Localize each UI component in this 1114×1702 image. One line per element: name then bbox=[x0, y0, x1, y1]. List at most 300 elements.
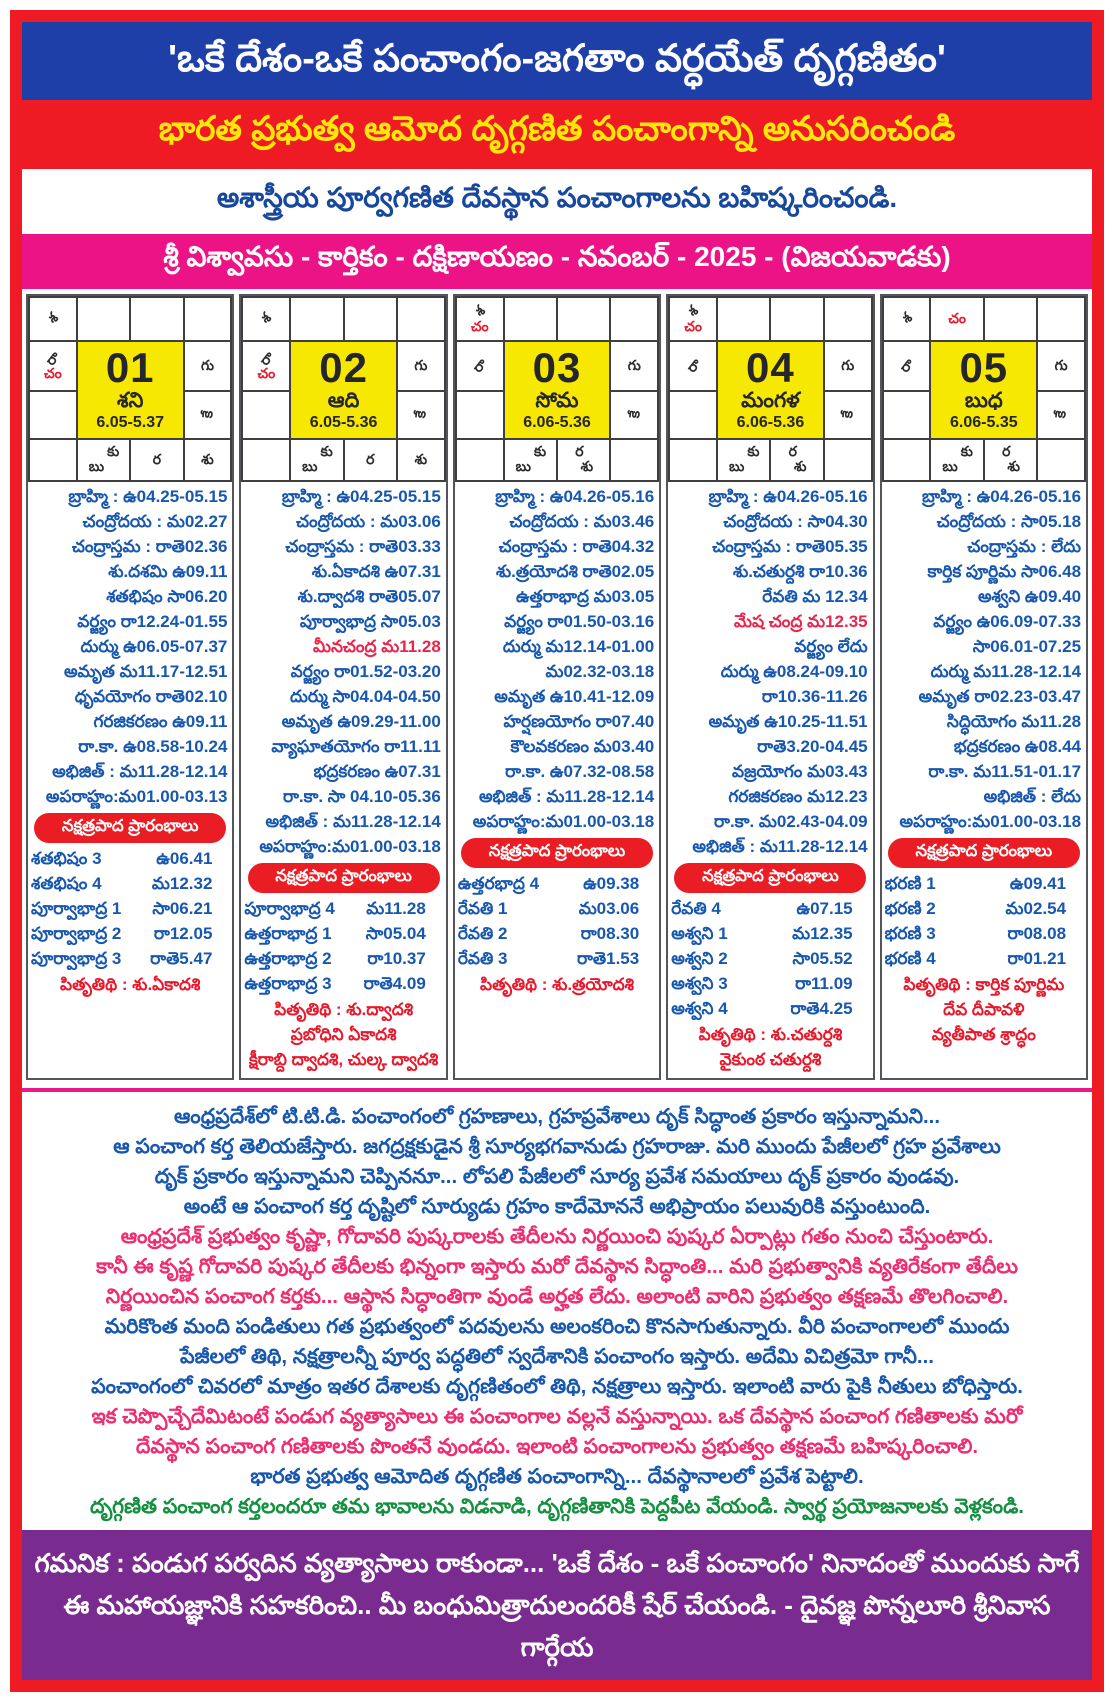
panchang-entry: ఉత్తరాభాద్ర మ03.05 bbox=[516, 586, 655, 606]
planet-letter: రా bbox=[255, 348, 277, 369]
nakshatra-name: ఉత్తరాభాద్ర 1 bbox=[244, 923, 332, 943]
nakshatra-time: రాతె5.47 bbox=[150, 948, 213, 968]
grid-cell bbox=[931, 298, 982, 340]
day-column bbox=[26, 294, 234, 1080]
planet-letter: కే bbox=[625, 410, 643, 420]
panchang-entry: కౌలవకరణం మ03.40 bbox=[510, 736, 655, 756]
nakshatra-row bbox=[885, 871, 1080, 896]
notice-paragraphs bbox=[22, 1088, 1092, 1530]
pitru-tithi-line: క్షీరాబ్ది ద్వాదశి, చుల్క ద్వాదశి bbox=[248, 1049, 439, 1069]
nakshatra-name: శతభిషం 4 bbox=[31, 873, 102, 893]
notice-line: నిర్ణయించిన పంచాంగ కర్తకు... ఆస్థాన సిద్ధాంతిగా వుండే అర్హత లేదు. అలాంటి వారిని ప్రభుత్వం తక్షణమే తొలగించాలి. bbox=[105, 1284, 1009, 1308]
grid-cell bbox=[718, 440, 769, 480]
notice-line: పేజీలలో తిథి, నక్షత్రాలన్నీ పూర్వ పద్ధతిలో స్వదేశానికి పంచాంగం ఇస్తారు. అదేమి విచిత్రమో గానీ... bbox=[180, 1344, 934, 1368]
grid-cell bbox=[1038, 440, 1084, 480]
planet-letter: చం bbox=[44, 364, 62, 381]
day-column bbox=[453, 294, 661, 1080]
grid-cell bbox=[131, 298, 182, 340]
day-column bbox=[239, 294, 447, 1080]
grid-cell bbox=[771, 298, 822, 340]
grid-cell bbox=[611, 392, 657, 438]
nakshatra-time: మ11.28 bbox=[366, 898, 426, 918]
planet-pair bbox=[728, 443, 760, 475]
nakshatra-time: మ12.32 bbox=[151, 873, 213, 893]
notice-line: అంటే ఆ పంచాంగ కర్త దృష్టిలో సూర్యుడు గ్రహం కాదేమోననే అభిప్రాయం పలువురికి వస్తుంటుంది. bbox=[183, 1194, 931, 1218]
planet-letter: చం bbox=[257, 364, 276, 381]
panchang-entry: శతభిషం సా06.20 bbox=[106, 586, 228, 606]
nakshatra-rows bbox=[882, 870, 1086, 971]
pitru-tithi-line: ప్రబోధిని ఏకాదశి bbox=[290, 1024, 397, 1044]
grid-cell bbox=[457, 440, 503, 480]
nakshatra-name: రేవతి 4 bbox=[671, 898, 721, 918]
nakshatra-name: రేవతి 3 bbox=[457, 948, 508, 968]
nakshatra-time: ఉ06.41 bbox=[156, 848, 213, 868]
day-column bbox=[666, 294, 874, 1080]
nakshatra-row bbox=[671, 971, 866, 996]
panchang-entry: రా.కా. మ02.43-04.09 bbox=[714, 811, 868, 831]
nakshatra-row bbox=[244, 921, 439, 946]
planet-letter: బు bbox=[728, 458, 745, 475]
nakshatra-time: రా11.09 bbox=[795, 973, 853, 993]
panchang-entry: వర్జ్యం లేదు bbox=[794, 636, 868, 656]
grid-cell bbox=[985, 298, 1036, 340]
nakshatra-pada-header: నక్షత్రపాద ప్రారంభాలు bbox=[248, 863, 440, 893]
nakshatra-name: పూర్వాభాద్ర 4 bbox=[244, 898, 335, 918]
panchang-entry: రా.కా. మ11.51-01.17 bbox=[928, 761, 1082, 781]
notice-line: మరికొంత మంది పండితులు గత ప్రభుత్వంలో పదవులను అలంకరించి కొనసాగుతున్నారు. వీరి పంచాంగాలలో ముందు bbox=[104, 1314, 1010, 1338]
notice-line: భారత ప్రభుత్వ ఆమోదిత దృగ్గణిత పంచాంగాన్ని... దేవస్థానాలలో ప్రవేశ పెట్టాలి. bbox=[250, 1464, 864, 1488]
grid-cell bbox=[457, 342, 503, 390]
panchang-entry: దుర్ము మ12.14-01.00 bbox=[502, 636, 655, 656]
nakshatra-name: భరణి 2 bbox=[884, 898, 936, 918]
panchang-entry: కార్తిక పూర్ణిమ సా06.48 bbox=[927, 561, 1082, 581]
grid-cell bbox=[670, 440, 716, 480]
day-badge bbox=[931, 342, 1036, 438]
nakshatra-row bbox=[885, 921, 1080, 946]
panchang-entry: దుర్ము సా04.04-04.50 bbox=[289, 686, 441, 706]
panchang-entry: శు.త్రయోదశి రాతె02.05 bbox=[495, 561, 655, 581]
planet-letter: కు bbox=[320, 443, 333, 460]
grid-cell bbox=[670, 392, 716, 438]
grid-cell bbox=[931, 440, 982, 480]
panchang-entry: రా.కా. ఉ07.32-08.58 bbox=[505, 761, 655, 781]
planet-letter: గు bbox=[414, 357, 428, 374]
grid-cell bbox=[611, 298, 657, 340]
boycott-banner: అశాస్త్రీయ పూర్వగణిత దేవస్థాన పంచాంగాలను బహిష్కరించండి. bbox=[22, 169, 1092, 234]
pitru-tithi-line: వైకుంఠ చతుర్దశి bbox=[719, 1049, 822, 1069]
grid-cell bbox=[558, 298, 609, 340]
month-title: శ్రీ విశ్వావసు - కార్తికం - దక్షిణాయణం - నవంబర్ - 2025 - (విజయవాడకు) bbox=[22, 234, 1092, 289]
panchang-entry: దుర్ము మ11.28-12.14 bbox=[930, 661, 1082, 681]
panchang-entry: అమృత ఉ10.25-11.51 bbox=[708, 711, 868, 731]
nakshatra-time: రా01.21 bbox=[1007, 948, 1067, 968]
planet-letter: గు bbox=[627, 357, 641, 374]
grid-cell bbox=[185, 440, 231, 480]
planet-letter: కే bbox=[412, 410, 429, 420]
grid-cell bbox=[398, 298, 444, 340]
planet-letter: ర bbox=[575, 443, 584, 460]
notice-line: ఇక చెప్పొచ్చేదేమిటంటే పండుగ వ్యత్యాసాలు ఈ పంచాంగాల వల్లనే వస్తున్నాయి. ఒక దేవస్థాన పంచాంగ గణితాలకు మరో bbox=[91, 1404, 1023, 1428]
grid-cell bbox=[884, 392, 930, 438]
grid-cell bbox=[30, 392, 76, 438]
planet-letter: శ bbox=[897, 310, 915, 327]
day-number: 01 bbox=[105, 344, 155, 392]
planet-letter: బు bbox=[942, 458, 958, 475]
grid-cell bbox=[30, 298, 76, 340]
planet-pair bbox=[787, 443, 808, 475]
panchang-entry: బ్రాహ్మి : ఉ04.26-05.16 bbox=[495, 486, 655, 506]
nakshatra-name: శతభిషం 3 bbox=[31, 848, 102, 868]
panchang-entry: దుర్ము ఉ06.05-07.37 bbox=[80, 636, 228, 656]
panchang-entry: అమృత మ11.17-12.51 bbox=[63, 661, 228, 681]
pitru-tithi bbox=[28, 971, 232, 1003]
grid-cell bbox=[131, 440, 182, 480]
nakshatra-row bbox=[31, 946, 226, 971]
planet-pair bbox=[515, 443, 547, 475]
panchang-entry: వర్జ్యం రా01.50-03.16 bbox=[504, 611, 655, 631]
panchang-entry: చంద్రోదయ : సా04.30 bbox=[723, 511, 868, 531]
planet-grid bbox=[882, 296, 1086, 482]
pitru-tithi bbox=[882, 971, 1086, 1053]
panchang-entry: బ్రాహ్మి : ఉ04.25-05.15 bbox=[68, 486, 228, 506]
notice-line: కానీ ఈ కృష్ణ గోదావరి పుష్కర తేదీలకు భిన్నంగా ఇస్తారు మరో దేవస్థాన సిద్ధాంతి... మరి ప్రభుత్వానికి వ్యతిరేకంగా తేదీలు bbox=[96, 1254, 1018, 1278]
nakshatra-rows bbox=[28, 845, 232, 971]
panchang-entry: రా.కా. సా 04.10-05.36 bbox=[282, 786, 441, 806]
nakshatra-time: ఉ09.38 bbox=[583, 873, 640, 893]
planet-letter: ర bbox=[366, 451, 375, 468]
nakshatra-name: రేవతి 1 bbox=[457, 898, 508, 918]
nakshatra-name: ఉత్తరాభాద్ర 2 bbox=[244, 948, 332, 968]
nakshatra-time: సా06.21 bbox=[152, 898, 213, 918]
grid-cell bbox=[505, 440, 556, 480]
panchang-entries bbox=[28, 482, 232, 809]
nakshatra-name: అశ్వని 1 bbox=[671, 923, 728, 943]
planet-letter: కే bbox=[839, 410, 856, 420]
panchang-entry: చంద్రోదయ : సా05.18 bbox=[936, 511, 1082, 531]
notice-line: దేవస్థాన పంచాంగ గణితాలకు పొంతనే వుండదు. ఇలాంటి పంచాంగాలను ప్రభుత్వం తక్షణమే బహిష్కరించాలి. bbox=[135, 1434, 979, 1458]
pitru-tithi bbox=[668, 1021, 872, 1078]
grid-cell bbox=[78, 298, 129, 340]
planet-letter: శ bbox=[257, 310, 275, 327]
grid-cell bbox=[825, 342, 871, 390]
grid-cell bbox=[670, 342, 716, 390]
day-number: 03 bbox=[532, 344, 582, 392]
day-column bbox=[880, 294, 1088, 1080]
planet-letter: బు bbox=[302, 458, 318, 475]
panchang-entry: వర్జ్యం రా12.24-01.55 bbox=[77, 611, 228, 631]
panchang-entry: అపరాహ్ణం:మ01.00-03.18 bbox=[472, 811, 655, 831]
planet-letter: శ bbox=[43, 310, 62, 327]
notice-line: ఆంధ్రప్రదేశ్‌లో టి.టి.డి. పంచాంగంలో గ్రహణాలు, గ్రహప్రవేశాలు దృక్ సిద్ధాంత ప్రకారం ఇస్తున్నామని... bbox=[173, 1104, 941, 1128]
grid-cell bbox=[457, 298, 503, 340]
panchang-entry: భద్రకరణం ఉ07.31 bbox=[313, 761, 441, 781]
nakshatra-pada-header: నక్షత్రపాద ప్రారంభాలు bbox=[34, 813, 226, 843]
grid-cell bbox=[505, 298, 556, 340]
panchang-entry: చంద్రోదయ : మ03.06 bbox=[296, 511, 441, 531]
planet-letter: శు bbox=[580, 458, 594, 475]
grid-cell bbox=[185, 392, 231, 438]
planet-pair bbox=[302, 443, 333, 475]
planet-letter: బు bbox=[515, 458, 531, 475]
footer-line: గమనిక : పండుగ పర్వదిన వ్యత్యాసాలు రాకుండా... 'ఒకే దేశం - ఒకే పంచాంగం' నినాదంతో ముందుకు సాగే bbox=[34, 1547, 1080, 1578]
grid-cell bbox=[398, 440, 444, 480]
planet-letter: శు bbox=[1007, 458, 1020, 475]
slogan-banner: 'ఒకే దేశం-ఒకే పంచాంగం-జగతాం వర్ధయేత్ దృగ్గణితం' bbox=[22, 22, 1092, 100]
grid-cell bbox=[825, 298, 871, 340]
grid-cell bbox=[398, 392, 444, 438]
panchang-entry: శు.ద్వాదశి రాతె05.07 bbox=[297, 586, 441, 606]
panchang-entry: శు.చతుర్దశి రా10.36 bbox=[733, 561, 868, 581]
nakshatra-pada-header: నక్షత్రపాద ప్రారంభాలు bbox=[461, 838, 653, 868]
nakshatra-row bbox=[671, 946, 866, 971]
panchang-entry: శు.దశమి ఉ09.11 bbox=[108, 561, 228, 581]
nakshatra-name: భరణి 3 bbox=[884, 923, 936, 943]
planet-letter: రా bbox=[42, 348, 63, 369]
panchang-entry: చంద్రాస్తమ : రాతె04.32 bbox=[498, 536, 655, 556]
notice-line: ఆంధ్రప్రదేశ్ ప్రభుత్వం కృష్ణా, గోదావరి పుష్కరాలకు తేదీలను నిర్ణయించి పుష్కర ఏర్పాట్లు గతం నుంచి చేస్తుంటారు. bbox=[120, 1224, 994, 1248]
panchang-entry: దుర్ము ఉ08.24-09.10 bbox=[720, 661, 868, 681]
panchang-entries bbox=[882, 482, 1086, 834]
planet-letter: ర bbox=[152, 451, 162, 468]
planet-grid bbox=[668, 296, 872, 482]
panchang-entry: రా10.36-11.26 bbox=[761, 686, 868, 706]
nakshatra-name: ఉత్తరాభాద్ర 3 bbox=[244, 973, 332, 993]
panchang-entry: అభిజిత్ : మ11.28-12.14 bbox=[52, 761, 228, 781]
panchang-entries bbox=[455, 482, 659, 834]
nakshatra-rows bbox=[668, 895, 872, 1021]
grid-cell bbox=[30, 440, 76, 480]
nakshatra-time: రా12.05 bbox=[153, 923, 213, 943]
nakshatra-name: అశ్వని 4 bbox=[671, 998, 728, 1018]
panchang-entry: చంద్రాస్తమ : రాతె03.33 bbox=[285, 536, 441, 556]
pitru-tithi bbox=[241, 996, 445, 1078]
grid-cell bbox=[718, 298, 769, 340]
footer-note bbox=[22, 1530, 1092, 1680]
day-badge bbox=[291, 342, 396, 438]
nakshatra-row bbox=[244, 896, 439, 921]
grid-cell bbox=[243, 342, 289, 390]
nakshatra-rows bbox=[241, 895, 445, 996]
pitru-tithi-line: పితృతిథి : శు.చతుర్దశి bbox=[698, 1024, 843, 1044]
day-name: బుధ bbox=[964, 389, 1003, 413]
nakshatra-row bbox=[458, 946, 653, 971]
pitru-tithi-line: పితృతిథి : శు.త్రయోదశి bbox=[480, 974, 635, 994]
day-number: 05 bbox=[959, 344, 1009, 392]
panchang-entry: బ్రాహ్మి : ఉ04.26-05.16 bbox=[922, 486, 1082, 506]
panchang-entry: చంద్రోదయ : మ02.27 bbox=[82, 511, 228, 531]
nakshatra-time: సా05.52 bbox=[792, 948, 853, 968]
nakshatra-row bbox=[31, 846, 226, 871]
nakshatra-time: రాతె4.09 bbox=[363, 973, 426, 993]
nakshatra-row bbox=[671, 921, 866, 946]
grid-cell bbox=[457, 392, 503, 438]
planet-pair bbox=[942, 443, 973, 475]
planet-pair bbox=[573, 443, 594, 475]
grid-cell bbox=[825, 440, 871, 480]
grid-cell bbox=[1038, 298, 1084, 340]
grid-cell bbox=[345, 440, 396, 480]
days-row bbox=[22, 289, 1092, 1088]
grid-cell bbox=[611, 342, 657, 390]
panchang-entry: గరజికరణం ఉ09.11 bbox=[93, 711, 228, 731]
nakshatra-time: రా08.08 bbox=[1007, 923, 1067, 943]
nakshatra-row bbox=[244, 946, 439, 971]
panchang-entry: అభిజిత్ : లేదు bbox=[983, 786, 1082, 806]
grid-cell bbox=[185, 298, 231, 340]
planet-letter: రా bbox=[469, 355, 490, 376]
planet-letter: రా bbox=[682, 355, 704, 376]
panchang-entries bbox=[241, 482, 445, 859]
planet-grid bbox=[455, 296, 659, 482]
planet-letter: కే bbox=[198, 410, 216, 420]
panchang-entry: బ్రాహ్మి : ఉ04.25-05.15 bbox=[281, 486, 441, 506]
nakshatra-time: మ12.35 bbox=[792, 923, 853, 943]
panchang-entry: వర్జ్యం రా01.52-03.20 bbox=[290, 661, 441, 681]
panchang-entry: అమృత రా02.23-03.47 bbox=[918, 686, 1082, 706]
nakshatra-row bbox=[458, 896, 653, 921]
panchang-entry: వర్జ్యం ఉ06.09-07.33 bbox=[933, 611, 1082, 631]
nakshatra-name: అశ్వని 2 bbox=[671, 948, 728, 968]
day-badge bbox=[505, 342, 610, 438]
day-badge bbox=[78, 342, 183, 438]
pitru-tithi-line: పితృతిథి : శు.ఏకాదశి bbox=[60, 974, 201, 994]
grid-cell bbox=[345, 298, 396, 340]
panchang-entry: మ02.32-03.18 bbox=[545, 661, 655, 681]
grid-cell bbox=[243, 440, 289, 480]
nakshatra-row bbox=[458, 921, 653, 946]
panchang-entry: అశ్వని ఉ09.40 bbox=[977, 586, 1082, 606]
panchang-entry: ధృవయోగం రాతె02.10 bbox=[74, 686, 228, 706]
notice-line: పంచాంగంలో చివరలో మాత్రం ఇతర దేశాలకు దృగ్గణితంలో తిథి, నక్షత్రాలు ఇస్తారు. ఇలాంటి వారు పైకి నీతులు బోధిస్తారు. bbox=[91, 1374, 1023, 1398]
nakshatra-time: రాతె1.53 bbox=[576, 948, 640, 968]
planet-letter: చం bbox=[684, 317, 703, 334]
nakshatra-row bbox=[671, 996, 866, 1021]
nakshatra-row bbox=[885, 946, 1080, 971]
grid-cell bbox=[670, 298, 716, 340]
pitru-tithi-line: దేవ దీపావళి bbox=[943, 999, 1025, 1019]
grid-cell bbox=[78, 440, 129, 480]
planet-letter: శ bbox=[470, 303, 489, 320]
panchang-entry: సా06.01-07.25 bbox=[972, 636, 1082, 656]
nakshatra-row bbox=[885, 896, 1080, 921]
panchang-entry: అమృత ఉ10.41-12.09 bbox=[494, 686, 655, 706]
planet-letter: రా bbox=[895, 355, 917, 376]
day-name: ఆది bbox=[327, 389, 360, 413]
nakshatra-time: రా10.37 bbox=[367, 948, 426, 968]
grid-cell bbox=[884, 342, 930, 390]
grid-cell bbox=[884, 440, 930, 480]
panchang-entry: మేష చంద్ర మ12.35 bbox=[734, 611, 868, 631]
notice-line: దృక్ ప్రకారం ఇస్తున్నామని చెప్పిననూ... లోపలి పేజీలలో సూర్య ప్రవేశ సమయాలు దృక్ ప్రకారం వుండవు. bbox=[154, 1164, 960, 1188]
notice-line: దృగ్గణిత పంచాంగ కర్తలందరూ తమ భావాలను విడనాడి, దృగ్గణితానికి పెద్దపీట వేయండి. స్వార్థ ప్రయోజనాలకు వెళ్లకండి. bbox=[90, 1494, 1024, 1518]
follow-banner: భారత ప్రభుత్వ ఆమోద దృగ్గణిత పంచాంగాన్ని అనుసరించండి bbox=[22, 100, 1092, 169]
pitru-tithi-line: వ్యతీపాత శ్రాద్ధం bbox=[931, 1024, 1036, 1044]
nakshatra-name: భరణి 4 bbox=[884, 948, 936, 968]
notice-line: ఆ పంచాంగ కర్త తెలియజేస్తారు. జగద్రక్షకుడైన శ్రీ సూర్యభగవానుడు గ్రహరాజు. మరి ముందు పేజీలలో గ్రహ ప్రవేశాలు bbox=[113, 1134, 1001, 1158]
grid-cell bbox=[243, 298, 289, 340]
panchang-entry: వ్యాఘాతయోగం రా11.11 bbox=[271, 736, 441, 756]
panchang-entries bbox=[668, 482, 872, 859]
pitru-tithi bbox=[455, 971, 659, 1003]
panchang-entry: సిద్ధియోగం మ11.28 bbox=[946, 711, 1082, 731]
nakshatra-row bbox=[31, 921, 226, 946]
panchang-entry: రా.కా. ఉ08.58-10.24 bbox=[78, 736, 228, 756]
nakshatra-pada-header: నక్షత్రపాద ప్రారంభాలు bbox=[674, 863, 866, 893]
pitru-tithi-line: పితృతిథి : కార్తిక పూర్ణిమ bbox=[903, 974, 1065, 994]
day-number: 04 bbox=[746, 344, 795, 392]
panchang-entry: చంద్రోదయ : మ03.46 bbox=[509, 511, 655, 531]
nakshatra-time: ఉ09.41 bbox=[1009, 873, 1067, 893]
grid-cell bbox=[185, 342, 231, 390]
day-badge bbox=[718, 342, 823, 438]
grid-cell bbox=[558, 440, 609, 480]
day-name: మంగళ bbox=[741, 389, 800, 413]
planet-pair bbox=[1000, 443, 1021, 475]
sunrise-sunset-times: 6.06-5.36 bbox=[523, 414, 591, 432]
panchang-entry: చంద్రాస్తమ : లేదు bbox=[967, 536, 1082, 556]
grid-cell bbox=[985, 440, 1036, 480]
panchang-entry: చంద్రాస్తమ : రాతె02.36 bbox=[71, 536, 228, 556]
nakshatra-row bbox=[31, 871, 226, 896]
planet-letter: గు bbox=[841, 357, 855, 374]
nakshatra-time: మ03.06 bbox=[578, 898, 640, 918]
planet-letter: చం bbox=[470, 317, 489, 334]
sunrise-sunset-times: 6.05-5.36 bbox=[309, 414, 378, 432]
nakshatra-row bbox=[458, 871, 653, 896]
nakshatra-rows bbox=[455, 870, 659, 971]
planet-letter: చం bbox=[948, 310, 967, 327]
sunrise-sunset-times: 6.06-5.35 bbox=[950, 414, 1018, 432]
panchang-entry: అభిజిత్ : మ11.28-12.14 bbox=[265, 811, 441, 831]
planet-letter: శు bbox=[201, 451, 214, 468]
panchang-entry: మీనచంద్ర మ11.28 bbox=[313, 636, 441, 656]
poster-frame bbox=[10, 10, 1104, 1692]
nakshatra-name: రేవతి 2 bbox=[457, 923, 508, 943]
grid-cell bbox=[291, 440, 342, 480]
day-name: శని bbox=[117, 389, 144, 413]
nakshatra-name: భరణి 1 bbox=[884, 873, 936, 893]
panchang-entry: అమృత ఉ09.29-11.00 bbox=[281, 711, 441, 731]
grid-cell bbox=[884, 298, 930, 340]
nakshatra-name: పూర్వాభాద్ర 2 bbox=[31, 923, 122, 943]
panchang-entry: రేవతి మ 12.34 bbox=[762, 586, 868, 606]
panchang-entry: చంద్రాస్తమ : రాతె05.35 bbox=[712, 536, 868, 556]
grid-cell bbox=[30, 342, 76, 390]
planet-letter: కు bbox=[747, 443, 760, 460]
grid-cell bbox=[291, 298, 342, 340]
panchang-entry: అపరాహ్ణం:మ01.00-03.18 bbox=[259, 836, 441, 856]
panchang-entry: హర్షణయోగం రా07.40 bbox=[503, 711, 655, 731]
sunrise-sunset-times: 6.06-5.36 bbox=[736, 414, 805, 432]
day-name: సోమ bbox=[535, 389, 579, 413]
planet-letter: శ bbox=[684, 303, 702, 320]
panchang-entry: శు.ఏకాదశి ఉ07.31 bbox=[311, 561, 441, 581]
panchang-entry: అభిజిత్ : మ11.28-12.14 bbox=[692, 836, 868, 856]
sunrise-sunset-times: 6.05-5.37 bbox=[96, 414, 164, 432]
planet-letter: బు bbox=[88, 458, 105, 475]
panchang-entry: రాతె3.20-04.45 bbox=[757, 736, 868, 756]
nakshatra-time: ఉ07.15 bbox=[796, 898, 853, 918]
planet-letter: ర bbox=[1002, 443, 1011, 460]
planet-letter: ర bbox=[788, 443, 797, 460]
nakshatra-row bbox=[671, 896, 866, 921]
grid-cell bbox=[398, 342, 444, 390]
grid-cell bbox=[771, 440, 822, 480]
pitru-tithi-line: పితృతిథి : శు.ద్వాదశి bbox=[274, 999, 414, 1019]
panchang-entry: అపరాహ్ణం:మ01.00-03.18 bbox=[899, 811, 1082, 831]
day-number: 02 bbox=[319, 344, 368, 392]
grid-cell bbox=[243, 392, 289, 438]
